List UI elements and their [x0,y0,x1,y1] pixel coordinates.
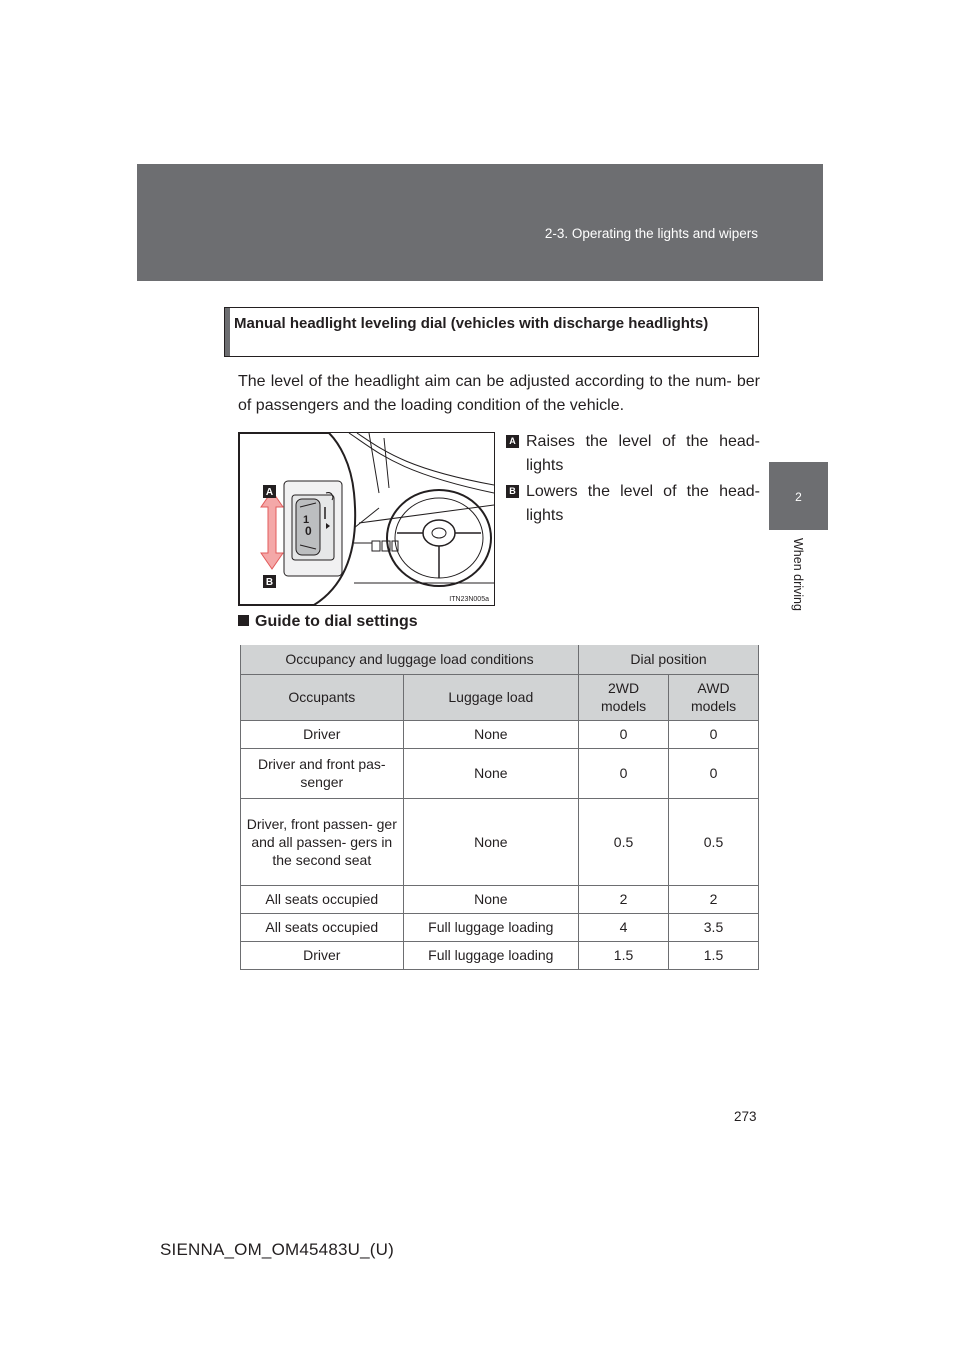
table-cell: Driver and front pas- senger [241,748,404,798]
dial-up-label: 1 [303,514,310,526]
table-row [241,748,759,798]
guide-heading [238,613,418,631]
dial-illustration [239,433,494,605]
table-row [241,913,759,941]
table-cell: 0.5 [579,798,669,885]
page-number: 273 [734,1109,757,1124]
section-title: Manual headlight leveling dial (vehicles with discharge headlights) [234,315,709,332]
callout-text: Raises the level of the head- lights [526,433,760,474]
figure-code: ITN23N005a [449,596,489,603]
table-cell: 2 [579,885,669,913]
table-cell: 4 [579,913,669,941]
headlight-dial-figure [238,432,495,606]
table-cell: 1.5 [669,941,759,969]
callout-item [506,430,760,478]
section-title-box [224,307,759,357]
table-header: 2WD models [579,674,669,720]
table-row [241,798,759,885]
table-group-header: Occupancy and luggage load conditions [241,645,579,674]
table-cell: 0 [579,748,669,798]
table-cell: Driver [241,941,404,969]
table-cell: Driver, front passen- ger and all passen- gers in the second seat [241,798,404,885]
table-cell: 0 [579,720,669,748]
table-header: AWD models [669,674,759,720]
guide-heading-text: Guide to dial settings [255,613,418,630]
table-header: Luggage load [403,674,578,720]
intro-paragraph: The level of the headlight aim can be adjusted according to the num- ber of passengers and the loading condition of the vehicle. [238,373,760,414]
table-cell: Driver [241,720,404,748]
table-cell: 0 [669,720,759,748]
callout-list [506,430,760,530]
callout-item [506,480,760,528]
table-cell: All seats occupied [241,913,404,941]
chapter-label [790,538,806,628]
table-cell: Full luggage loading [403,941,578,969]
table-header: Occupants [241,674,404,720]
chapter-tab [769,462,828,530]
table-cell: None [403,720,578,748]
table-row [241,941,759,969]
table-cell: 0 [669,748,759,798]
table-row [241,885,759,913]
table-cell: Full luggage loading [403,913,578,941]
chapter-header [137,164,823,281]
table-group-header: Dial position [579,645,759,674]
table-cell: 2 [669,885,759,913]
dial-settings-table [240,645,759,970]
callout-text: Lowers the level of the head- lights [526,483,760,524]
header-section-title: 2-3. Operating the lights and wipers [544,226,758,241]
dial-zero-label: 0 [305,524,312,538]
document-footer: SIENNA_OM_OM45483U_(U) [160,1240,394,1259]
square-bullet-icon [238,615,249,626]
marker-a: A [265,487,274,498]
table-row [241,720,759,748]
section-title-bar [225,308,230,356]
table-cell: 3.5 [669,913,759,941]
table-cell: 1.5 [579,941,669,969]
chapter-number: 2 [795,490,802,504]
table-cell: None [403,798,578,885]
table-cell: None [403,885,578,913]
chapter-label-text: When driving [791,538,805,611]
table-cell: All seats occupied [241,885,404,913]
callout-badge-b: B [506,485,519,498]
table-cell: 0.5 [669,798,759,885]
table-cell: None [403,748,578,798]
callout-badge-a: A [506,435,519,448]
marker-b: B [265,577,274,588]
